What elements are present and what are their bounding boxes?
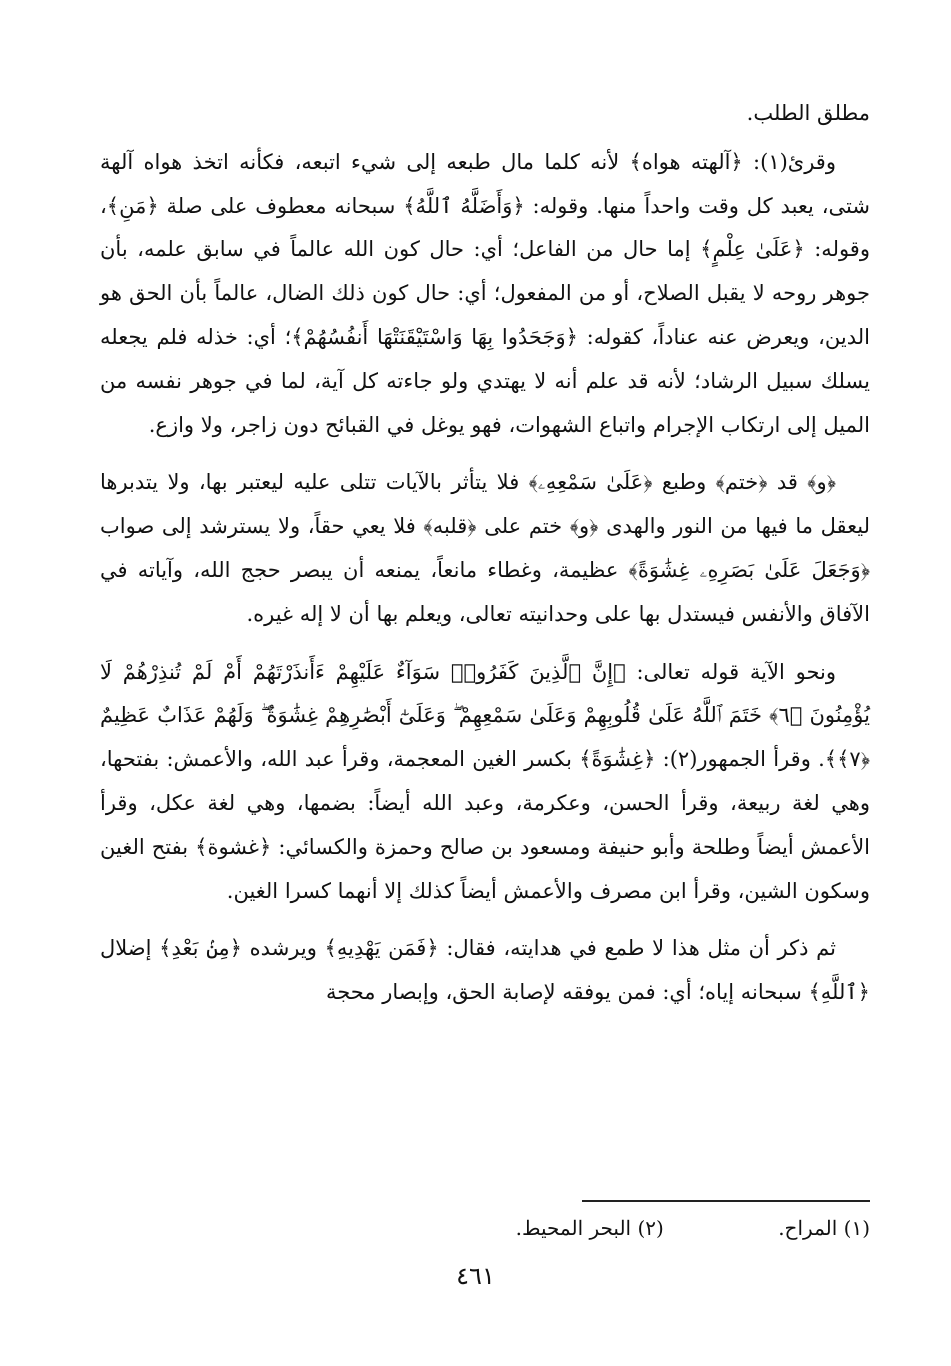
paragraph: ونحو الآية قوله تعالى: ﴿إِنَّ ٱلَّذِينَ كَفَرُوا۟ سَوَآءٌ عَلَيْهِمْ ءَأَنذَرْتَهُمْ أَمْ لَمْ تُنذِرْهُمْ لَا يُؤْمِنُونَ ﴿٦﴾ خَتَمَ ٱللَّهُ عَلَىٰ قُلُوبِهِمْ وَعَلَىٰ سَمْعِهِمْ ۖ وَعَلَىٰٓ أَبْصَٰرِهِمْ غِشَٰوَةٌ ۖ وَلَهُمْ عَذَابٌ عَظِيمٌ ﴿٧﴾﴾. وقرأ الجمهور(٢): ﴿غِشَٰوَةً﴾ بكسر الغين المعجمة، وقرأ عبد الله، والأعمش: بفتحها، وهي لغة ربيعة، وقرأ الحسن، وعكرمة، وعبد الله أيضاً: بضمها، وهي لغة عكل، وقرأ الأعمش أيضاً وطلحة وأبو حنيفة ومسعود بن صالح وحمزة والكسائي: ﴿غشوة﴾ بفتح الغين وسكون الشين، وقرأ ابن مصرف والأعمش أيضاً كذلك إلا أنهما كسرا الغين.	[100, 659, 871, 903]
footnote-2: (٢) البحر المحيط.	[515, 1216, 664, 1240]
paragraph: وقرئ(١): ﴿آلهته هواه﴾ لأنه كلما مال طبعه إلى شيء اتبعه، فكأنه اتخذ هواه آلهة شتى، يعبد كل وقت واحداً منها. وقوله: ﴿وَأَضَلَّهُ ٱللَّهُ﴾ سبحانه معطوف على صلة ﴿مَنِ﴾، وقوله: ﴿عَلَىٰ عِلْمٍ﴾ إما حال من الفاعل؛ أي: حال كون الله عالماً في سابق علمه، بأن جوهر روحه لا يقبل الصلاح، أو من المفعول؛ أي: حال كون ذلك الضال، عالماً بأن الحق هو الدين، ويعرض عنه عناداً، كقوله: ﴿وَجَحَدُوا بِهَا وَاسْتَيْقَنَتْهَا أَنفُسُهُمْ﴾؛ أي: خذله فلم يجعله يسلك سبيل الرشاد؛ لأنه قد علم أنه لا يهتدي ولو جاءته كل آية، لما في جوهر نفسه من الميل إلى ارتكاب الإجرام واتباع الشهوات، فهو يوغل في القبائح دون زاجر، ولا وازع.	[100, 149, 870, 437]
page-number: ٤٦١	[456, 1262, 495, 1290]
footnotes	[270, 1208, 870, 1248]
footnote-1: (١) المراح.	[778, 1216, 870, 1240]
footnote-divider	[582, 1200, 870, 1202]
paragraph: ثم ذكر أن مثل هذا لا طمع في هدايته، فقال: ﴿فَمَن يَهْدِيهِ﴾ ويرشده ﴿مِنۢ بَعْدِ﴾ إضلال ﴿ٱللَّهِ﴾ سبحانه إياه؛ أي: فمن يوفقه لإصابة الحق، وإبصار محجة	[100, 936, 870, 1005]
page-body	[100, 92, 870, 1015]
paragraph: مطلق الطلب.	[746, 101, 870, 125]
paragraph: ﴿و﴾ قد ﴿ختم﴾ وطبع ﴿عَلَىٰ سَمْعِهِۦ﴾ فلا يتأثر بالآيات تتلى عليه ليعتبر بها، ولا يتدبرها ليعقل ما فيها من النور والهدى ﴿و﴾ ختم على ﴿قلبه﴾ فلا يعي حقاً، ولا يسترشد إلى صواب ﴿وَجَعَلَ عَلَىٰ بَصَرِهِۦ غِشَٰوَةً﴾ عظيمة، وغطاء مانعاً، يمنعه أن يبصر حجج الله، وآياته في الآفاق والأنفس فيستدل بها على وحدانيته تعالى، ويعلم بها أن لا إله غيره.	[100, 470, 870, 626]
